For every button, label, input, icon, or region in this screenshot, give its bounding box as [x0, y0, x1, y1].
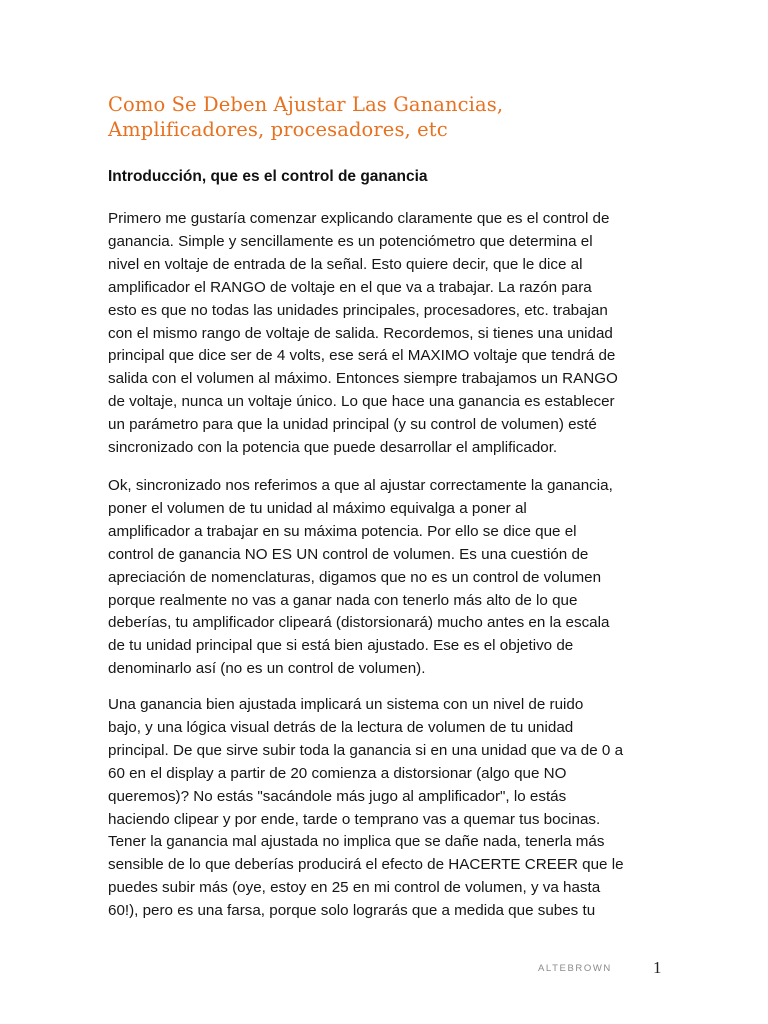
text-line: Tener la ganancia mal ajustada no implica que se dañe nada, tenerla más	[108, 833, 605, 851]
text-line: control de ganancia NO ES UN control de volumen. Es una cuestión de	[108, 545, 589, 563]
text-line: deberías, tu amplificador clipeará (distorsionará) mucho antes en la escala	[108, 614, 610, 632]
text-line: denominarlo así (no es un control de volumen).	[108, 660, 426, 678]
text-line: 60 en el display a partir de 20 comienza a distorsionar (algo que NO	[108, 764, 567, 782]
text-line: sensible de lo que deberías producirá el efecto de HACERTE CREER que le	[108, 856, 624, 874]
text-line: puedes subir más (oye, estoy en 25 en mi control de volumen, y va hasta	[108, 879, 601, 897]
text-line: bajo, y una lógica visual detrás de la lectura de volumen de tu unidad	[108, 718, 574, 736]
text-line: haciendo clipear y por ende, tarde o temprano vas a quemar tus bocinas.	[108, 810, 601, 828]
paragraph-2	[108, 475, 668, 681]
text-line: Primero me gustaría comenzar explicando claramente que es el control de	[108, 210, 610, 227]
text-line: esto es que no todas las unidades principales, procesadores, etc. trabajan	[108, 301, 608, 319]
text-line: apreciación de nomenclaturas, digamos que no es un control de volumen	[108, 568, 602, 586]
text-line: principal. De que sirve subir toda la ganancia si en una unidad que va de 0 a	[108, 741, 624, 759]
page-title	[108, 92, 688, 142]
text-line: de tu unidad principal que si está bien ajustado. Ese es el objetivo de	[108, 637, 574, 655]
text-line: 60!), pero es una farsa, porque solo lograrás que a medida que subes tu	[108, 902, 596, 920]
text-line: salida con el volumen al máximo. Entonces siempre trabajamos un RANGO	[108, 370, 618, 388]
title-line: Amplificadores, procesadores, etc	[108, 118, 448, 141]
text-line: amplificador a trabajar en su máxima potencia. Por ello se dice que el	[108, 522, 577, 540]
text-line: queremos)? No estás "sacándole más jugo al amplificador", lo estás	[108, 787, 567, 805]
text-line: amplificador el RANGO de voltaje en el que va a trabajar. La razón para	[108, 278, 592, 296]
footer-author: ALTEBROWN	[538, 963, 612, 974]
section-heading: Introducción, que es el control de ganancia	[108, 168, 428, 185]
text-line: Ok, sincronizado nos referimos a que al ajustar correctamente la ganancia,	[108, 477, 613, 494]
text-line: ganancia. Simple y sencillamente es un potenciómetro que determina el	[108, 232, 593, 250]
text-line: nivel en voltaje de entrada de la señal. Esto quiere decir, que le dice al	[108, 255, 583, 273]
paragraph-1	[108, 208, 668, 460]
text-line: porque realmente no vas a ganar nada con tenerlo más alto de lo que	[108, 591, 578, 609]
text-line: un parámetro para que la unidad principal (y su control de volumen) esté	[108, 416, 597, 434]
text-line: Una ganancia bien ajustada implicará un sistema con un nivel de ruido	[108, 696, 584, 713]
text-line: poner el volumen de tu unidad al máximo equivalga a poner al	[108, 499, 527, 517]
page-number: 1	[653, 958, 662, 977]
text-line: de voltaje, nunca un voltaje único. Lo que hace una ganancia es establecer	[108, 393, 615, 411]
title-line: Como Se Deben Ajustar Las Ganancias,	[108, 93, 504, 116]
paragraph-3	[108, 694, 668, 923]
text-line: sincronizado con la potencia que puede desarrollar el amplificador.	[108, 439, 558, 457]
text-line: con el mismo rango de voltaje de salida. Recordemos, si tienes una unidad	[108, 324, 613, 342]
text-line: principal que dice ser de 4 volts, ese será el MAXIMO voltaje que tendrá de	[108, 347, 616, 365]
